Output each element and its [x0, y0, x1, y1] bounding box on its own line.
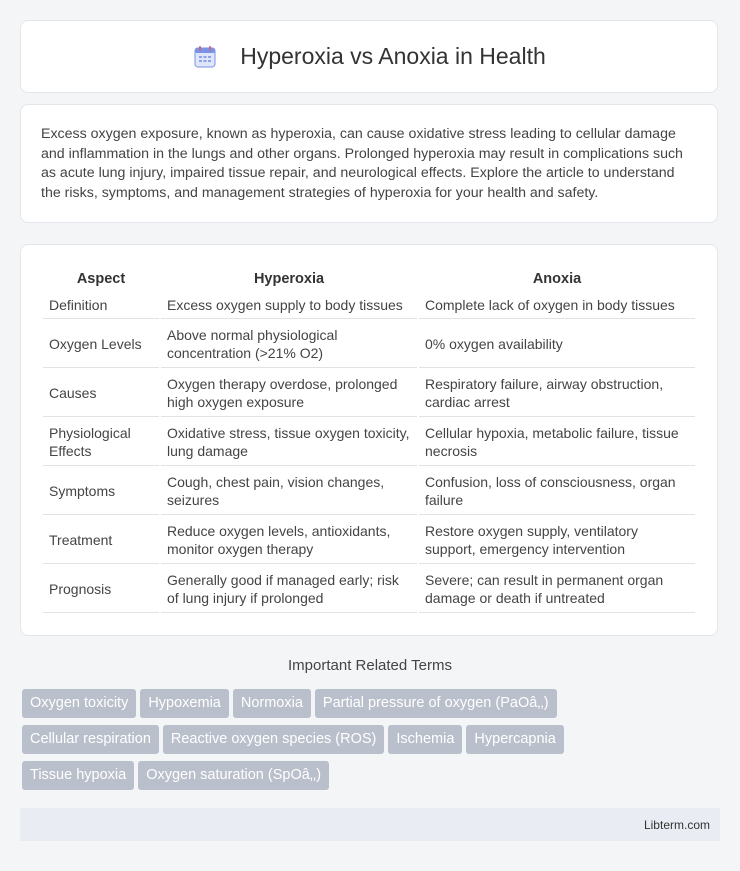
table-row	[43, 517, 695, 564]
related-term-tag[interactable]: Partial pressure of oxygen (PaOâ‚‚)	[315, 689, 557, 718]
intro-text: Excess oxygen exposure, known as hyperoxia, can cause oxidative stress leading to cellular damage and inflammation in the lungs and other organs. Prolonged hyperoxia may result in complications such as acute lung injury, impaired tissue repair, and neurological effects. Explore the article to understand the risks, symptoms, and management strategies of hyperoxia for your health and safety.	[41, 126, 683, 201]
table-cell: Severe; can result in permanent organ damage or death if untreated	[419, 566, 695, 613]
table-row	[43, 419, 695, 466]
table-cell: Confusion, loss of consciousness, organ failure	[419, 468, 695, 515]
comparison-card	[20, 244, 718, 636]
column-header-aspect: Aspect	[76, 271, 126, 287]
related-term-tag[interactable]: Cellular respiration	[22, 725, 159, 754]
page-title: Hyperoxia vs Anoxia in Health	[240, 43, 546, 69]
table-cell: Excess oxygen supply to body tissues	[161, 291, 417, 319]
table-cell: Prognosis	[43, 566, 159, 613]
table-cell: 0% oxygen availability	[419, 321, 695, 368]
table-cell: Physiological Effects	[43, 419, 159, 466]
related-term-tag[interactable]: Hypoxemia	[140, 689, 229, 718]
table-row	[43, 566, 695, 613]
related-term-tag[interactable]: Ischemia	[388, 725, 462, 754]
calendar-icon	[192, 44, 218, 70]
intro-card	[20, 104, 718, 223]
table-cell: Restore oxygen supply, ventilatory support, emergency intervention	[419, 517, 695, 564]
table-row	[43, 321, 695, 368]
related-term-tag[interactable]: Hypercapnia	[466, 725, 563, 754]
column-header-anoxia: Anoxia	[532, 271, 582, 287]
related-term-tag[interactable]: Oxygen saturation (SpOâ‚‚)	[138, 761, 329, 790]
table-cell: Oxygen therapy overdose, prolonged high oxygen exposure	[161, 370, 417, 417]
table-row	[43, 468, 695, 515]
table-cell: Reduce oxygen levels, antioxidants, monitor oxygen therapy	[161, 517, 417, 564]
column-header-hyperoxia: Hyperoxia	[253, 271, 325, 287]
related-term-tag[interactable]: Tissue hypoxia	[22, 761, 134, 790]
table-cell: Oxidative stress, tissue oxygen toxicity, lung damage	[161, 419, 417, 466]
header-card	[20, 20, 718, 93]
footer	[20, 808, 720, 841]
table-cell: Symptoms	[43, 468, 159, 515]
table-cell: Complete lack of oxygen in body tissues	[419, 291, 695, 319]
table-cell: Cellular hypoxia, metabolic failure, tissue necrosis	[419, 419, 695, 466]
footer-brand-link[interactable]: Libterm.com	[643, 817, 710, 832]
comparison-table	[41, 265, 697, 615]
table-cell: Oxygen Levels	[43, 321, 159, 368]
table-row	[43, 370, 695, 417]
table-cell: Definition	[43, 291, 159, 319]
table-cell: Cough, chest pain, vision changes, seizures	[161, 468, 417, 515]
table-row	[43, 291, 695, 319]
related-term-tag[interactable]: Normoxia	[233, 689, 311, 718]
table-cell: Above normal physiological concentration (>21% O2)	[161, 321, 417, 368]
table-cell: Treatment	[43, 517, 159, 564]
table-cell: Respiratory failure, airway obstruction, cardiac arrest	[419, 370, 695, 417]
related-terms-list	[22, 689, 722, 797]
related-terms-title: Important Related Terms	[288, 657, 452, 674]
related-term-tag[interactable]: Oxygen toxicity	[22, 689, 136, 718]
related-term-tag[interactable]: Reactive oxygen species (ROS)	[163, 725, 385, 754]
table-cell: Generally good if managed early; risk of lung injury if prolonged	[161, 566, 417, 613]
table-cell: Causes	[43, 370, 159, 417]
